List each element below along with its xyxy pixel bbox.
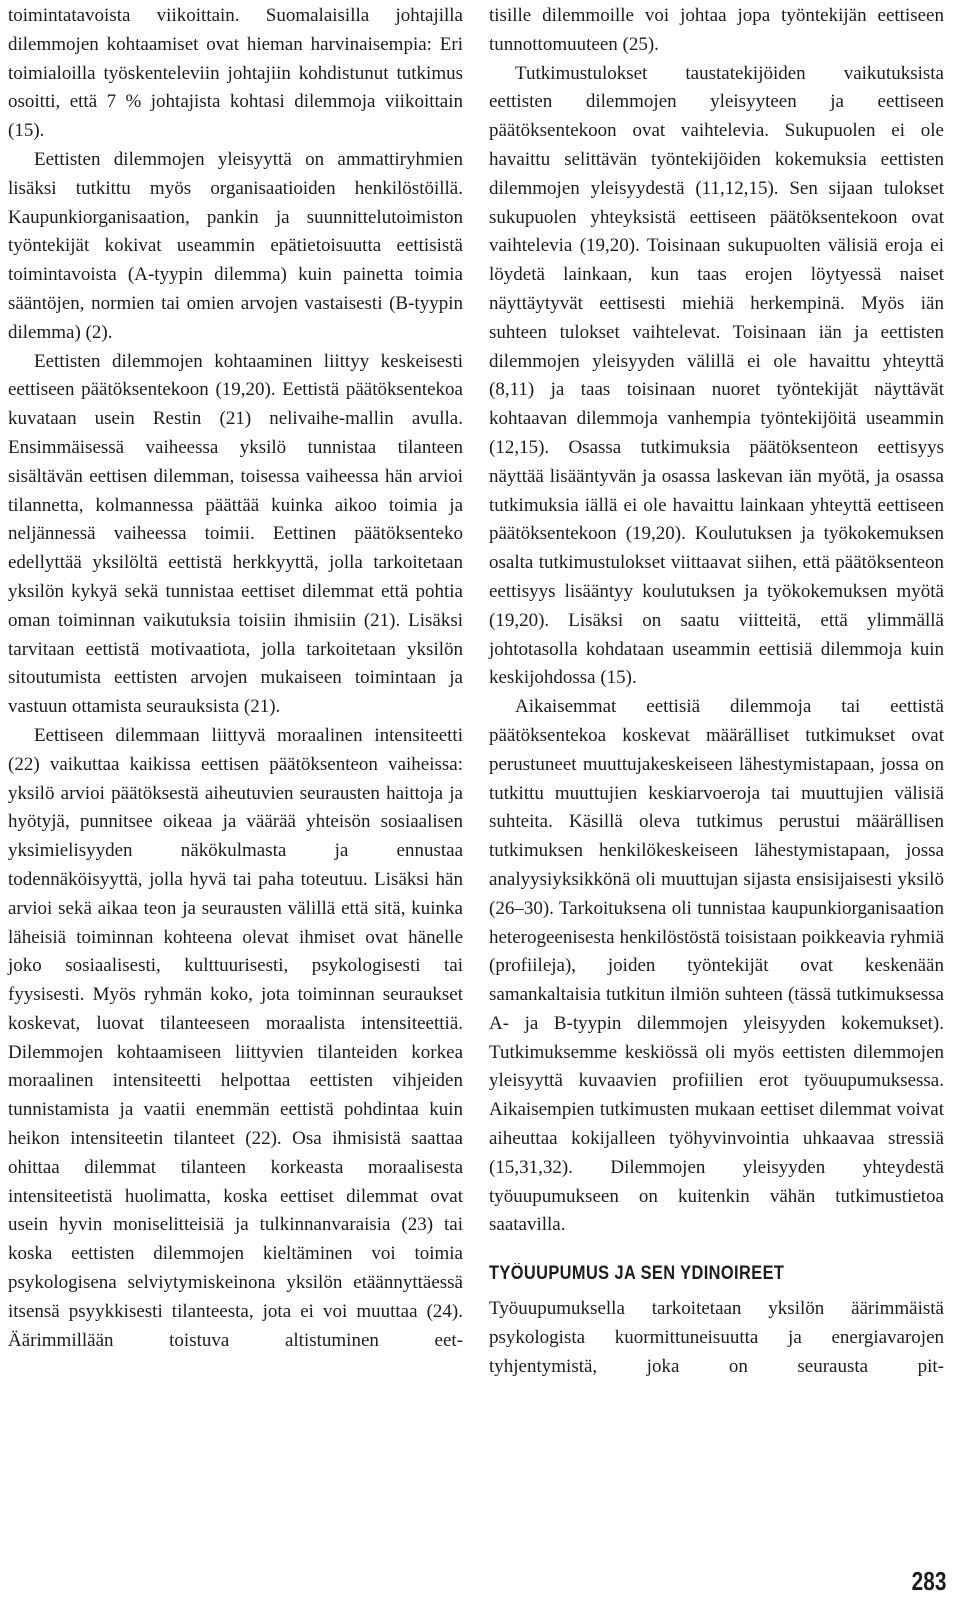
paragraph: tisille dilemmoille voi johtaa jopa työntekijän eettiseen tunnottomuuteen (25).	[489, 5, 944, 55]
paragraph: Aikaisemmat eettisiä dilemmoja tai eettistä päätöksentekoa koskevat määrälliset tutkimukset ovat perustuneet muuttujakeskeiseen lähestymistapaan, jossa on tutkittu muuttujien keskiarvoeroja tai muuttujien välisiä suhteita. Käsillä oleva tutkimus perustui määrällisen tutkimuksen henkilökeskeiseen lähestymistapaan, jossa analyysiyksikkönä oli muuttujan sijasta ensisijaisesti yksilö (26–30). Tarkoituksena oli tunnistaa kaupunkiorganisaation heterogeenisesta henkilöstöstä toisistaan poikkeavia ryhmiä (profiileja), joiden työntekijät ovat keskenään samankaltaisia tutkitun ilmiön suhteen (tässä tutkimuksessa A- ja B-tyypin dilemmojen yleisyyden kokemukset). Tutkimuksemme keskiössä oli myös eettisten dilemmojen yleisyyttä kuvaavien profiilien erot työuupumuksessa. Aikaisempien tutkimusten mukaan eettiset dilemmat voivat aiheuttaa kokijalleen työhyvinvointia uhkaavaa stressiä (15,31,32). Dilemmojen yleisyyden yhteydestä työuupumukseen on kuitenkin vähän tutkimustietoa saatavilla.	[489, 696, 944, 1236]
left-column	[8, 2, 463, 1355]
right-column	[489, 2, 944, 1381]
paragraph: Tutkimustulokset taustatekijöiden vaikutuksista eettisten dilemmojen yleisyyteen ja eettiseen päätöksentekoon ovat vaihtelevia. Sukupuolen ei ole havaittu selittävän työntekijöiden kokemuksia eettisten dilemmojen yleisyydestä (11,12,15). Sen sijaan tulokset sukupuolen yhteyksistä eettiseen päätöksentekoon ovat vaihtelevia (19,20). Toisinaan sukupuolten välisiä eroja ei löydetä lainkaan, kun taas erojen löytyessä naiset näyttäytyvät eettisesti miehiä herkempinä. Myös iän suhteen tulokset vaihtelevat. Toisinaan iän ja eettisten dilemmojen yleisyyden välillä ei ole havaittu yhteyttä (8,11) ja taas toisinaan nuoret työntekijät näyttävät kohtaavan dilemmoja vanhempia työntekijöitä useammin (12,15). Osassa tutkimuksia päätöksenteon eettisyys näyttää lisääntyvän ja osassa laskevan iän myötä, ja osassa tutkimuksia iällä ei ole havaittu lainkaan yhteyttä eettiseen päätöksentekoon (19,20). Koulutuksen ja työkokemuksen osalta tutkimustulokset viittaavat siihen, että päätöksenteon eettisyys lisääntyy koulutuksen ja työkokemuksen myötä (19,20). Lisäksi on saatu viitteitä, että ylimmällä johtotasolla kohdataan useammin eettisiä dilemmoja kuin keskijohdossa (15).	[489, 62, 944, 689]
section-heading: TYÖUUPUMUS JA SEN YDINOIREET	[489, 1263, 785, 1285]
paragraph: Työuupumuksella tarkoitetaan yksilön äärimmäistä psykologista kuormittuneisuutta ja energiavarojen tyhjentymistä, joka on seurausta pit-	[489, 1298, 944, 1377]
paragraph: Eettisten dilemmojen kohtaaminen liittyy keskeisesti eettiseen päätöksentekoon (19,20). Eettistä päätöksentekoa kuvataan usein Restin (21) nelivaihe-mallin avulla. Ensimmäisessä vaiheessa yksilö tunnistaa tilanteen sisältävän eettisen dilemman, toisessa vaiheessa hän arvioi tilannetta, kolmannessa päättää kuinka aikoo toimia ja neljännessä vaiheessa toimii. Eettinen päätöksenteko edellyttää yksilöltä eettistä herkkyyttä, jolla tarkoitetaan yksilön kykyä sekä tunnistaa eettiset dilemmat että pohtia oman toiminnan vaikutuksia toisiin ihmisiin (21). Lisäksi tarvitaan eettistä motivaatiota, jolla tarkoitetaan yksilön sitoutumista eettisten arvojen mukaiseen toimintaan ja vastuun ottamista seurauksista (21).	[8, 350, 463, 718]
paragraph: Eettiseen dilemmaan liittyvä moraalinen intensiteetti (22) vaikuttaa kaikissa eettisen päätöksenteon vaiheissa: yksilö arvioi päätöksestä aiheutuvien seurausten haittoja ja hyötyjä, punnitsee oikeaa ja väärää yhteisön sosiaalisen yksimielisyyden näkökulmasta ja ennustaa todennäköisyyttä, jolla hyvä tai paha toteutuu. Lisäksi hän arvioi sekä aikaa teon ja seurausten välillä että sitä, kuinka läheisiä toiminnan kohteena olevat ihmiset ovat hänelle joko sosiaalisesti, kulttuurisesti, psykologisesti tai fyysisesti. Myös ryhmän koko, jota toiminnan seuraukset koskevat, luovat tilanteeseen moraalista intensiteettiä. Dilemmojen kohtaamiseen liittyvien tilanteiden korkea moraalinen intensiteetti helpottaa eettisten vihjeiden tunnistamista ja vaatii enemmän eettistä pohdintaa kuin heikon intensiteetin tilanteet (22). Osa ihmisistä saattaa ohittaa dilemmat tilanteen korkeasta moraalisesta intensiteetistä huolimatta, koska eettiset dilemmat ovat usein hyvin moniselitteisiä ja tulkinnanvaraisia (23) tai koska eettisten dilemmojen kieltäminen voi toimia psykologisena selviytymiskeinona yksilön etäännyttäessä itsensä psyykkisesti tilanteesta, jota ei voi muuttaa (24). Äärimmillään toistuva altistuminen eet-	[8, 724, 463, 1351]
paragraph: Eettisten dilemmojen yleisyyttä on ammattiryhmien lisäksi tutkittu myös organisaatioiden henkilöstöillä. Kaupunkiorganisaation, pankin ja suunnittelutoimiston työntekijät kokivat useammin epätietoisuutta eettisistä toimintavoista (A-tyypin dilemma) kuin painetta toimia sääntöjen, normien tai omien arvojen vastaisesti (B-tyypin dilemma) (2).	[8, 148, 463, 343]
page-number: 283	[911, 1566, 946, 1596]
paragraph: toimintatavoista viikoittain. Suomalaisilla johtajilla dilemmojen kohtaamiset ovat hieman harvinaisempia: Eri toimialoilla työskenteleviin johtajiin kohdistunut tutkimus osoitti, että 7 % johtajista kohtasi dilemmoja viikoittain (15).	[8, 5, 463, 142]
